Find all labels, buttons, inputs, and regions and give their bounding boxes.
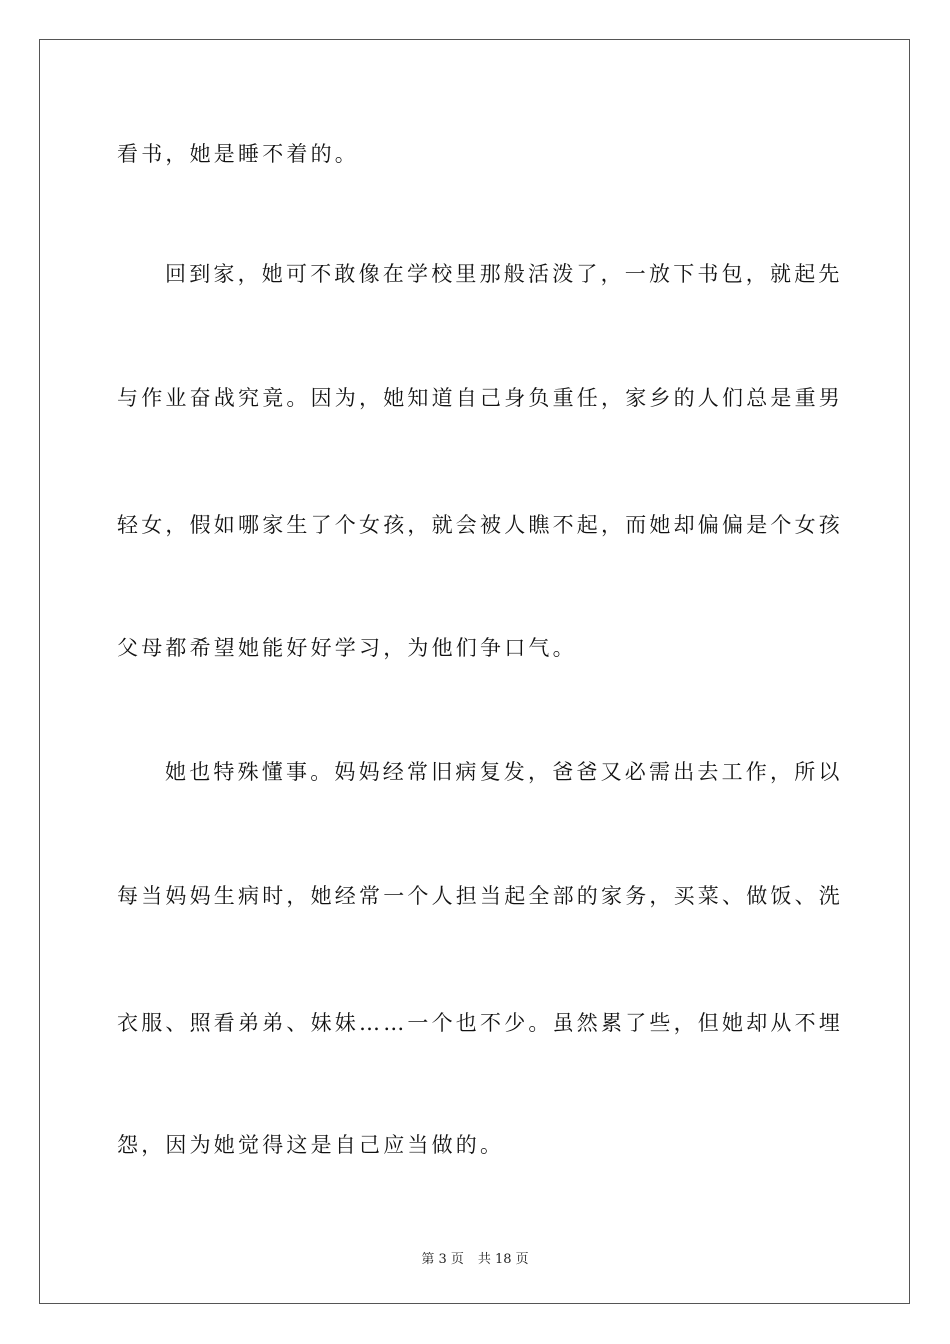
text-line-3: 与作业奋战究竟。因为，她知道自己身负重任，家乡的人们总是重男	[117, 386, 843, 410]
text-line-6: 她也特殊懂事。妈妈经常旧病复发，爸爸又必需出去工作，所以	[165, 760, 843, 784]
page-number: 第 3 页	[421, 1252, 464, 1267]
text-line-9: 怨，因为她觉得这是自己应当做的。	[117, 1133, 505, 1157]
text-line-1: 看书，她是睡不着的。	[117, 142, 359, 166]
text-line-4: 轻女，假如哪家生了个女孩，就会被人瞧不起，而她却偏偏是个女孩	[117, 513, 843, 537]
page-border	[39, 39, 910, 1304]
page-footer	[0, 1248, 950, 1267]
text-line-7: 每当妈妈生病时，她经常一个人担当起全部的家务，买菜、做饭、洗	[117, 884, 843, 908]
text-line-8: 衣服、照看弟弟、妹妹……一个也不少。虽然累了些，但她却从不埋	[117, 1011, 843, 1035]
text-line-5: 父母都希望她能好好学习，为他们争口气。	[117, 636, 577, 660]
text-line-2: 回到家，她可不敢像在学校里那般活泼了，一放下书包，就起先	[165, 262, 843, 286]
page-total: 共 18 页	[477, 1252, 529, 1267]
